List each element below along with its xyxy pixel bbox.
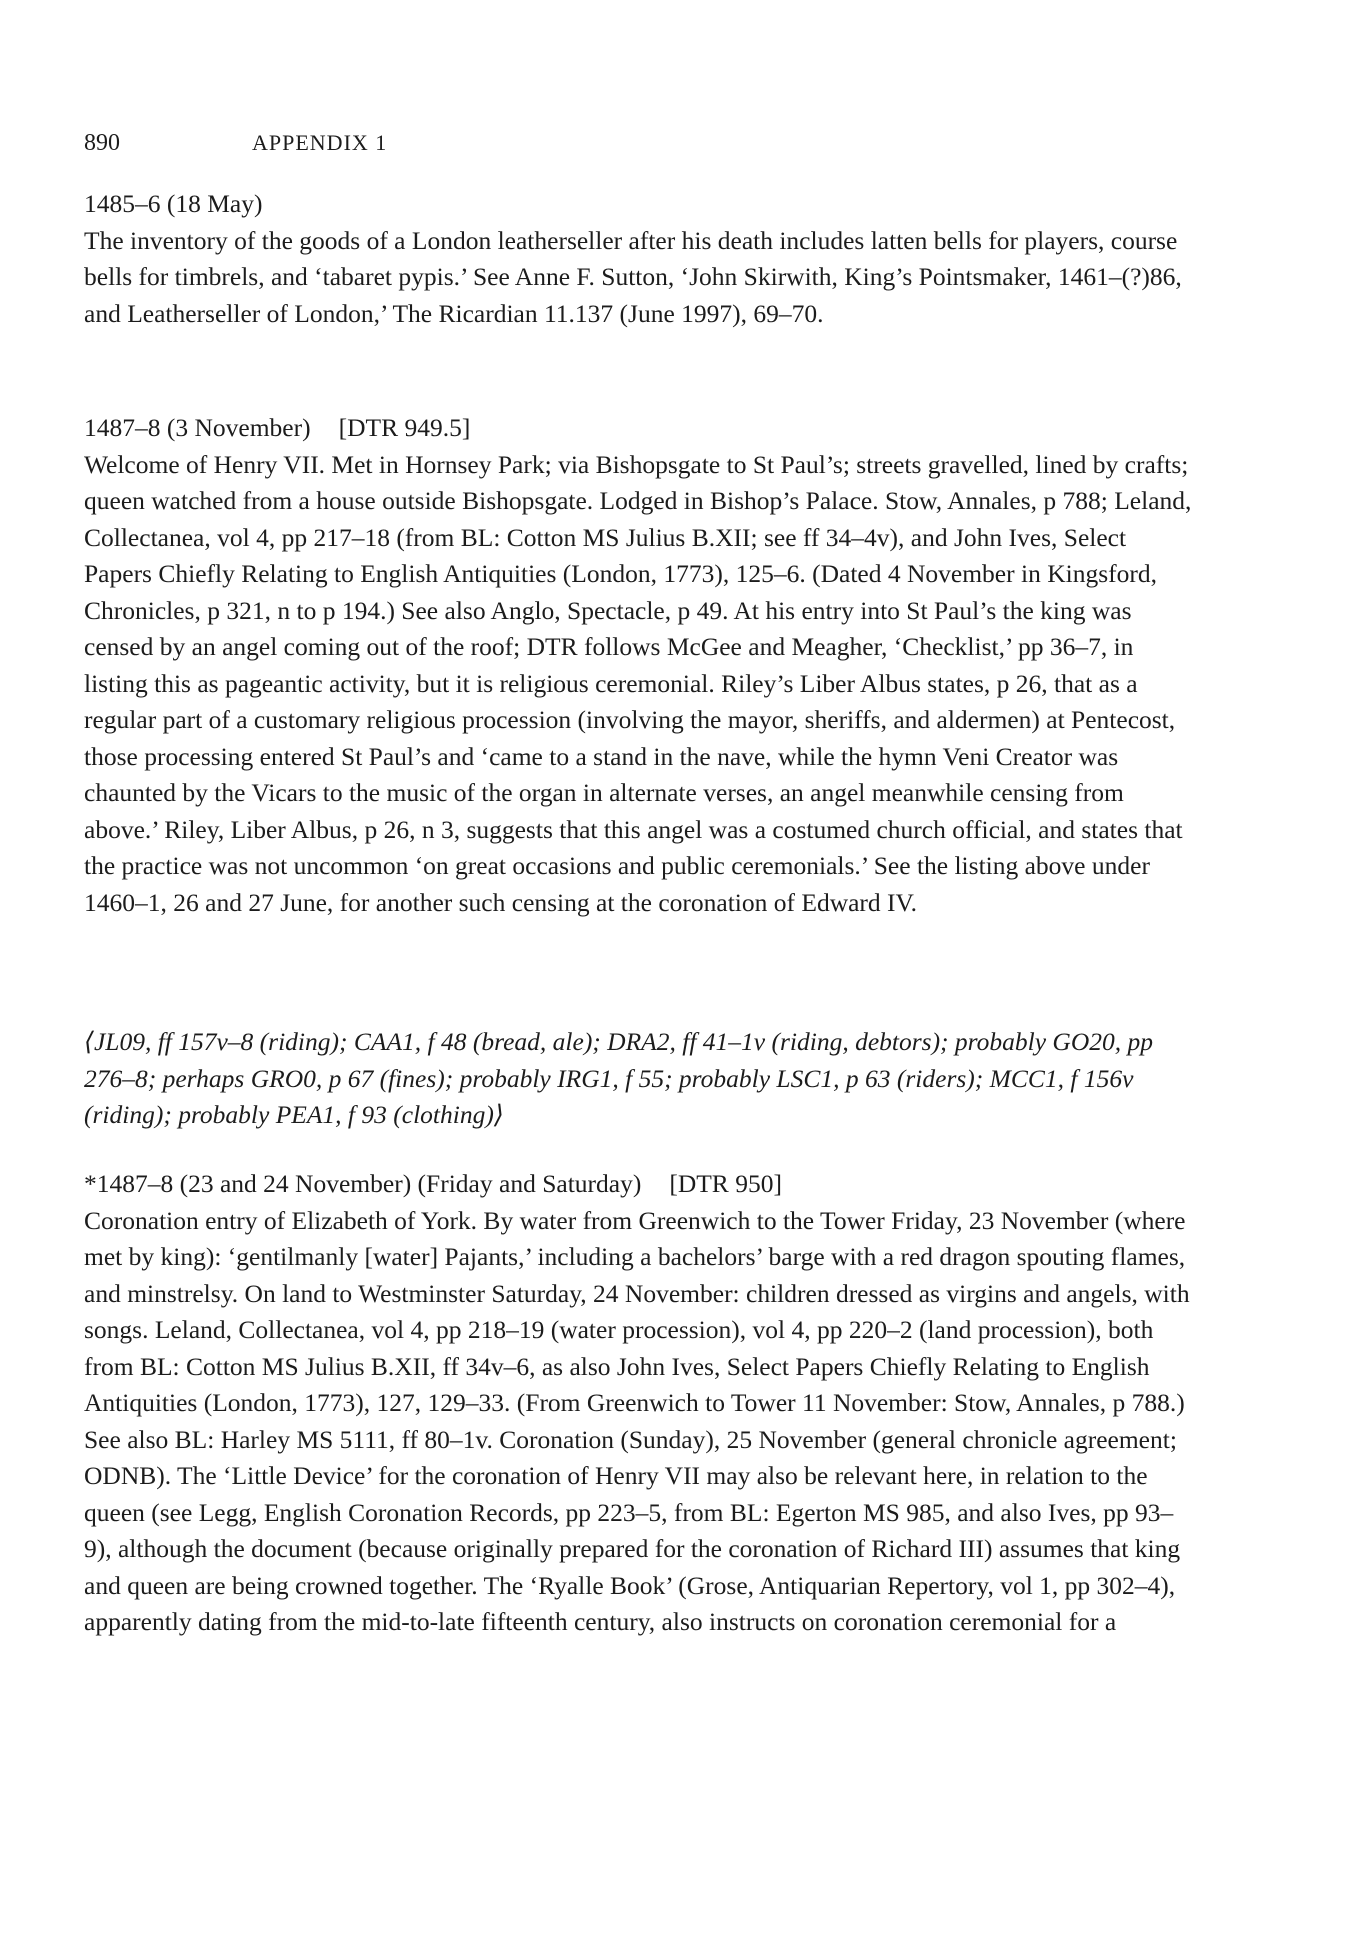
dtr-reference: [DTR 950] (669, 1169, 782, 1198)
entry-1487-welcome (84, 410, 1194, 921)
dtr-reference: [DTR 949.5] (338, 413, 471, 442)
page-number: 890 (84, 130, 120, 156)
cross-references (84, 1024, 1194, 1134)
cross-reference-text: ⟨JL09, ff 157v–8 (riding); CAA1, f 48 (bread, ale); DRA2, ff 41–1v (riding, debtors); probably GO20, pp 276–8; perhaps GRO0, p 67 (fines); probably IRG1, f 55; probably LSC1, p 63 (riders); MCC1, f 156v (riding); probably PEA1, f 93 (clothing)⟩ (84, 1027, 1154, 1129)
entry-text: Welcome of Henry VII. Met in Hornsey Park; via Bishopsgate to St Paul’s; streets gravelled, lined by crafts; queen watched from a house outside Bishopsgate. Lodged in Bishop’s Palace. Stow, Annales, p 788; Leland, Collectanea, vol 4, pp 217–18 (from BL: Cotton MS Julius B.XII; see ff 34–4v), and John Ives, Select Papers Chiefly Relating to English Antiquities (London, 1773), 125–6. (Dated 4 November in Kingsford, Chronicles, p 321, n to p 194.) See also Anglo, Spectacle, p 49. At his entry into St Paul’s the king was censed by an angel coming out of the roof; DTR follows McGee and Meagher, ‘Checklist,’ pp 36–7, in listing this as pageantic activity, but it is religious ceremonial. Riley’s Liber Albus states, p 26, that as a regular part of a customary religious procession (involving the mayor, sheriffs, and aldermen) at Pentecost, those processing entered St Paul’s and ‘came to a stand in the nave, while the hymn Veni Creator was chaunted by the Vicars to the music of the organ in alternate verses, an angel meanwhile censing from above.’ Riley, Liber Albus, p 26, n 3, suggests that this angel was a costumed church official, and states that the practice was not uncommon ‘on great occasions and public ceremonials.’ See the listing above under 1460–1, 26 and 27 June, for another such censing at the coronation of Edward IV. (84, 449, 1192, 917)
section-title: APPENDIX 1 (252, 130, 388, 155)
entry-heading: 1485–6 (18 May) (84, 189, 263, 218)
entry-heading: *1487–8 (23 and 24 November) (Friday and Saturday) (84, 1169, 642, 1198)
entry-text: Coronation entry of Elizabeth of York. By water from Greenwich to the Tower Friday, 23 November (where met by king): ‘gentilmanly [water] Pajants,’ including a bachelors’ barge with a red dragon spouting flames, and minstrelsy. On land to Westminster Saturday, 24 November: children dressed as virgins and angels, with songs. Leland, Collectanea, vol 4, pp 218–19 (water procession), vol 4, pp 220–2 (land procession), both from BL: Cotton MS Julius B.XII, ff 34v–6, as also John Ives, Select Papers Chiefly Relating to English Antiquities (London, 1773), 127, 129–33. (From Greenwich to Tower 11 November: Stow, Annales, p 788.) See also BL: Harley MS 5111, ff 80–1v. Coronation (Sunday), 25 November (general chronicle agreement; ODNB). The ‘Little Device’ for the coronation of Henry VII may also be relevant here, in relation to the queen (see Legg, English Coronation Records, pp 223–5, from BL: Egerton MS 985, and also Ives, pp 93–9), although the document (because originally prepared for the coronation of Richard III) assumes that king and queen are being crowned together. The ‘Ryalle Book’ (Grose, Antiquarian Repertory, vol 1, pp 302–4), apparently dating from the mid-to-late fifteenth century, also instructs on coronation ceremonial for a (84, 1205, 1190, 1636)
entry-1487-coronation (84, 1166, 1194, 1641)
running-head (84, 128, 387, 158)
entry-text: The inventory of the goods of a London leatherseller after his death includes latten bells for players, course bells for timbrels, and ‘tabaret pypis.’ See Anne F. Sutton, ‘John Skirwith, King’s Pointsmaker, 1461–(?)86, and Leatherseller of London,’ The Ricardian 11.137 (June 1997), 69–70. (84, 225, 1182, 328)
entry-heading-line (84, 1166, 1194, 1203)
entry-heading-line (84, 410, 1194, 447)
entry-heading: 1487–8 (3 November) (84, 413, 311, 442)
entry-1485 (84, 186, 1194, 332)
